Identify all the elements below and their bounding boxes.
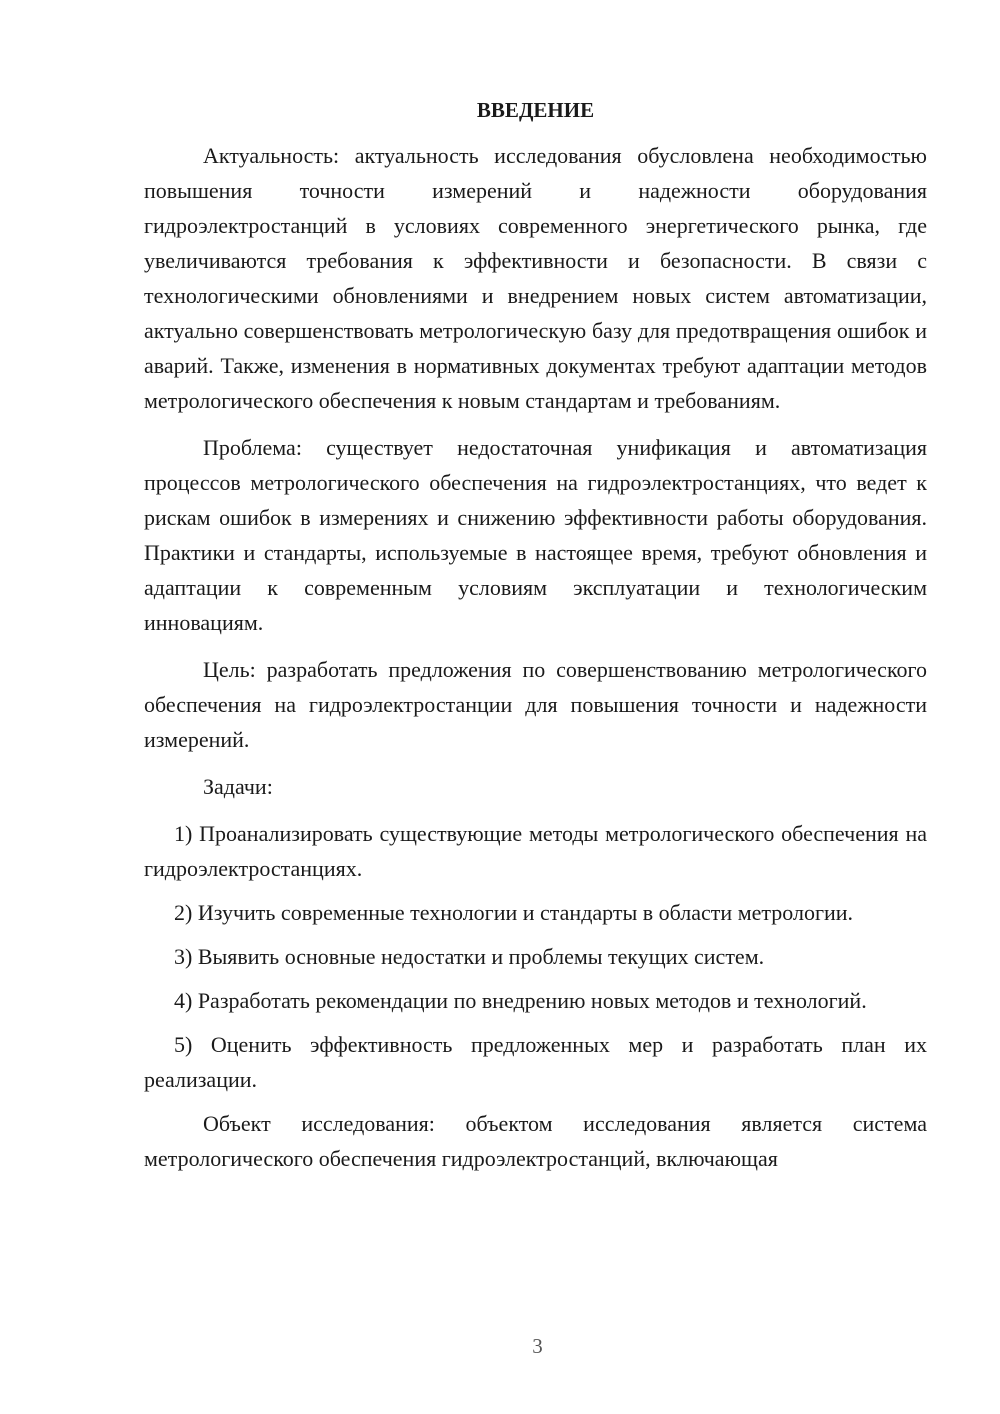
tasks-heading: Задачи: [203, 774, 273, 799]
page-content [144, 96, 927, 1188]
task-item-5: 5) Оценить эффективность предложенных мер и разработать план их реализации. [144, 1032, 927, 1092]
task-item-4: 4) Разработать рекомендации по внедрению новых методов и технологий. [174, 988, 867, 1013]
task-item-2: 2) Изучить современные технологии и стандарты в области метрологии. [174, 900, 854, 925]
task-item-3: 3) Выявить основные недостатки и проблемы текущих систем. [174, 944, 765, 969]
object-paragraph: Объект исследования: объектом исследования является система метрологического обеспечения гидроэлектростанций, включающая [144, 1111, 927, 1171]
task-item-1: 1) Проанализировать существующие методы метрологического обеспечения на гидроэлектростанциях. [144, 821, 927, 881]
section-title: ВВЕДЕНИЕ [476, 98, 595, 122]
page-number: 3 [532, 1334, 543, 1358]
relevance-paragraph: Актуальность: актуальность исследования обусловлена необходимостью повышения точности измерений и надежности оборудования гидроэлектростанций в условиях современного энергетического рынка, где увеличиваются требования к эффективности и безопасности. В связи с технологическими обновлениями и внедрением новых систем автоматизации, актуально совершенствовать метрологическую базу для предотвращения ошибок и аварий. Также, изменения в нормативных документах требуют адаптации методов метрологического обеспечения к новым стандартам и требованиям. [144, 143, 927, 413]
problem-paragraph: Проблема: существует недостаточная унификация и автоматизация процессов метрологического обеспечения на гидроэлектростанциях, что ведет к рискам ошибок в измерениях и снижению эффективности работы оборудования. Практики и стандарты, используемые в настоящее время, требуют обновления и адаптации к современным условиям эксплуатации и технологическим инновациям. [144, 435, 927, 635]
goal-paragraph: Цель: разработать предложения по совершенствованию метрологического обеспечения на гидроэлектростанции для повышения точности и надежности измерений. [144, 657, 927, 752]
